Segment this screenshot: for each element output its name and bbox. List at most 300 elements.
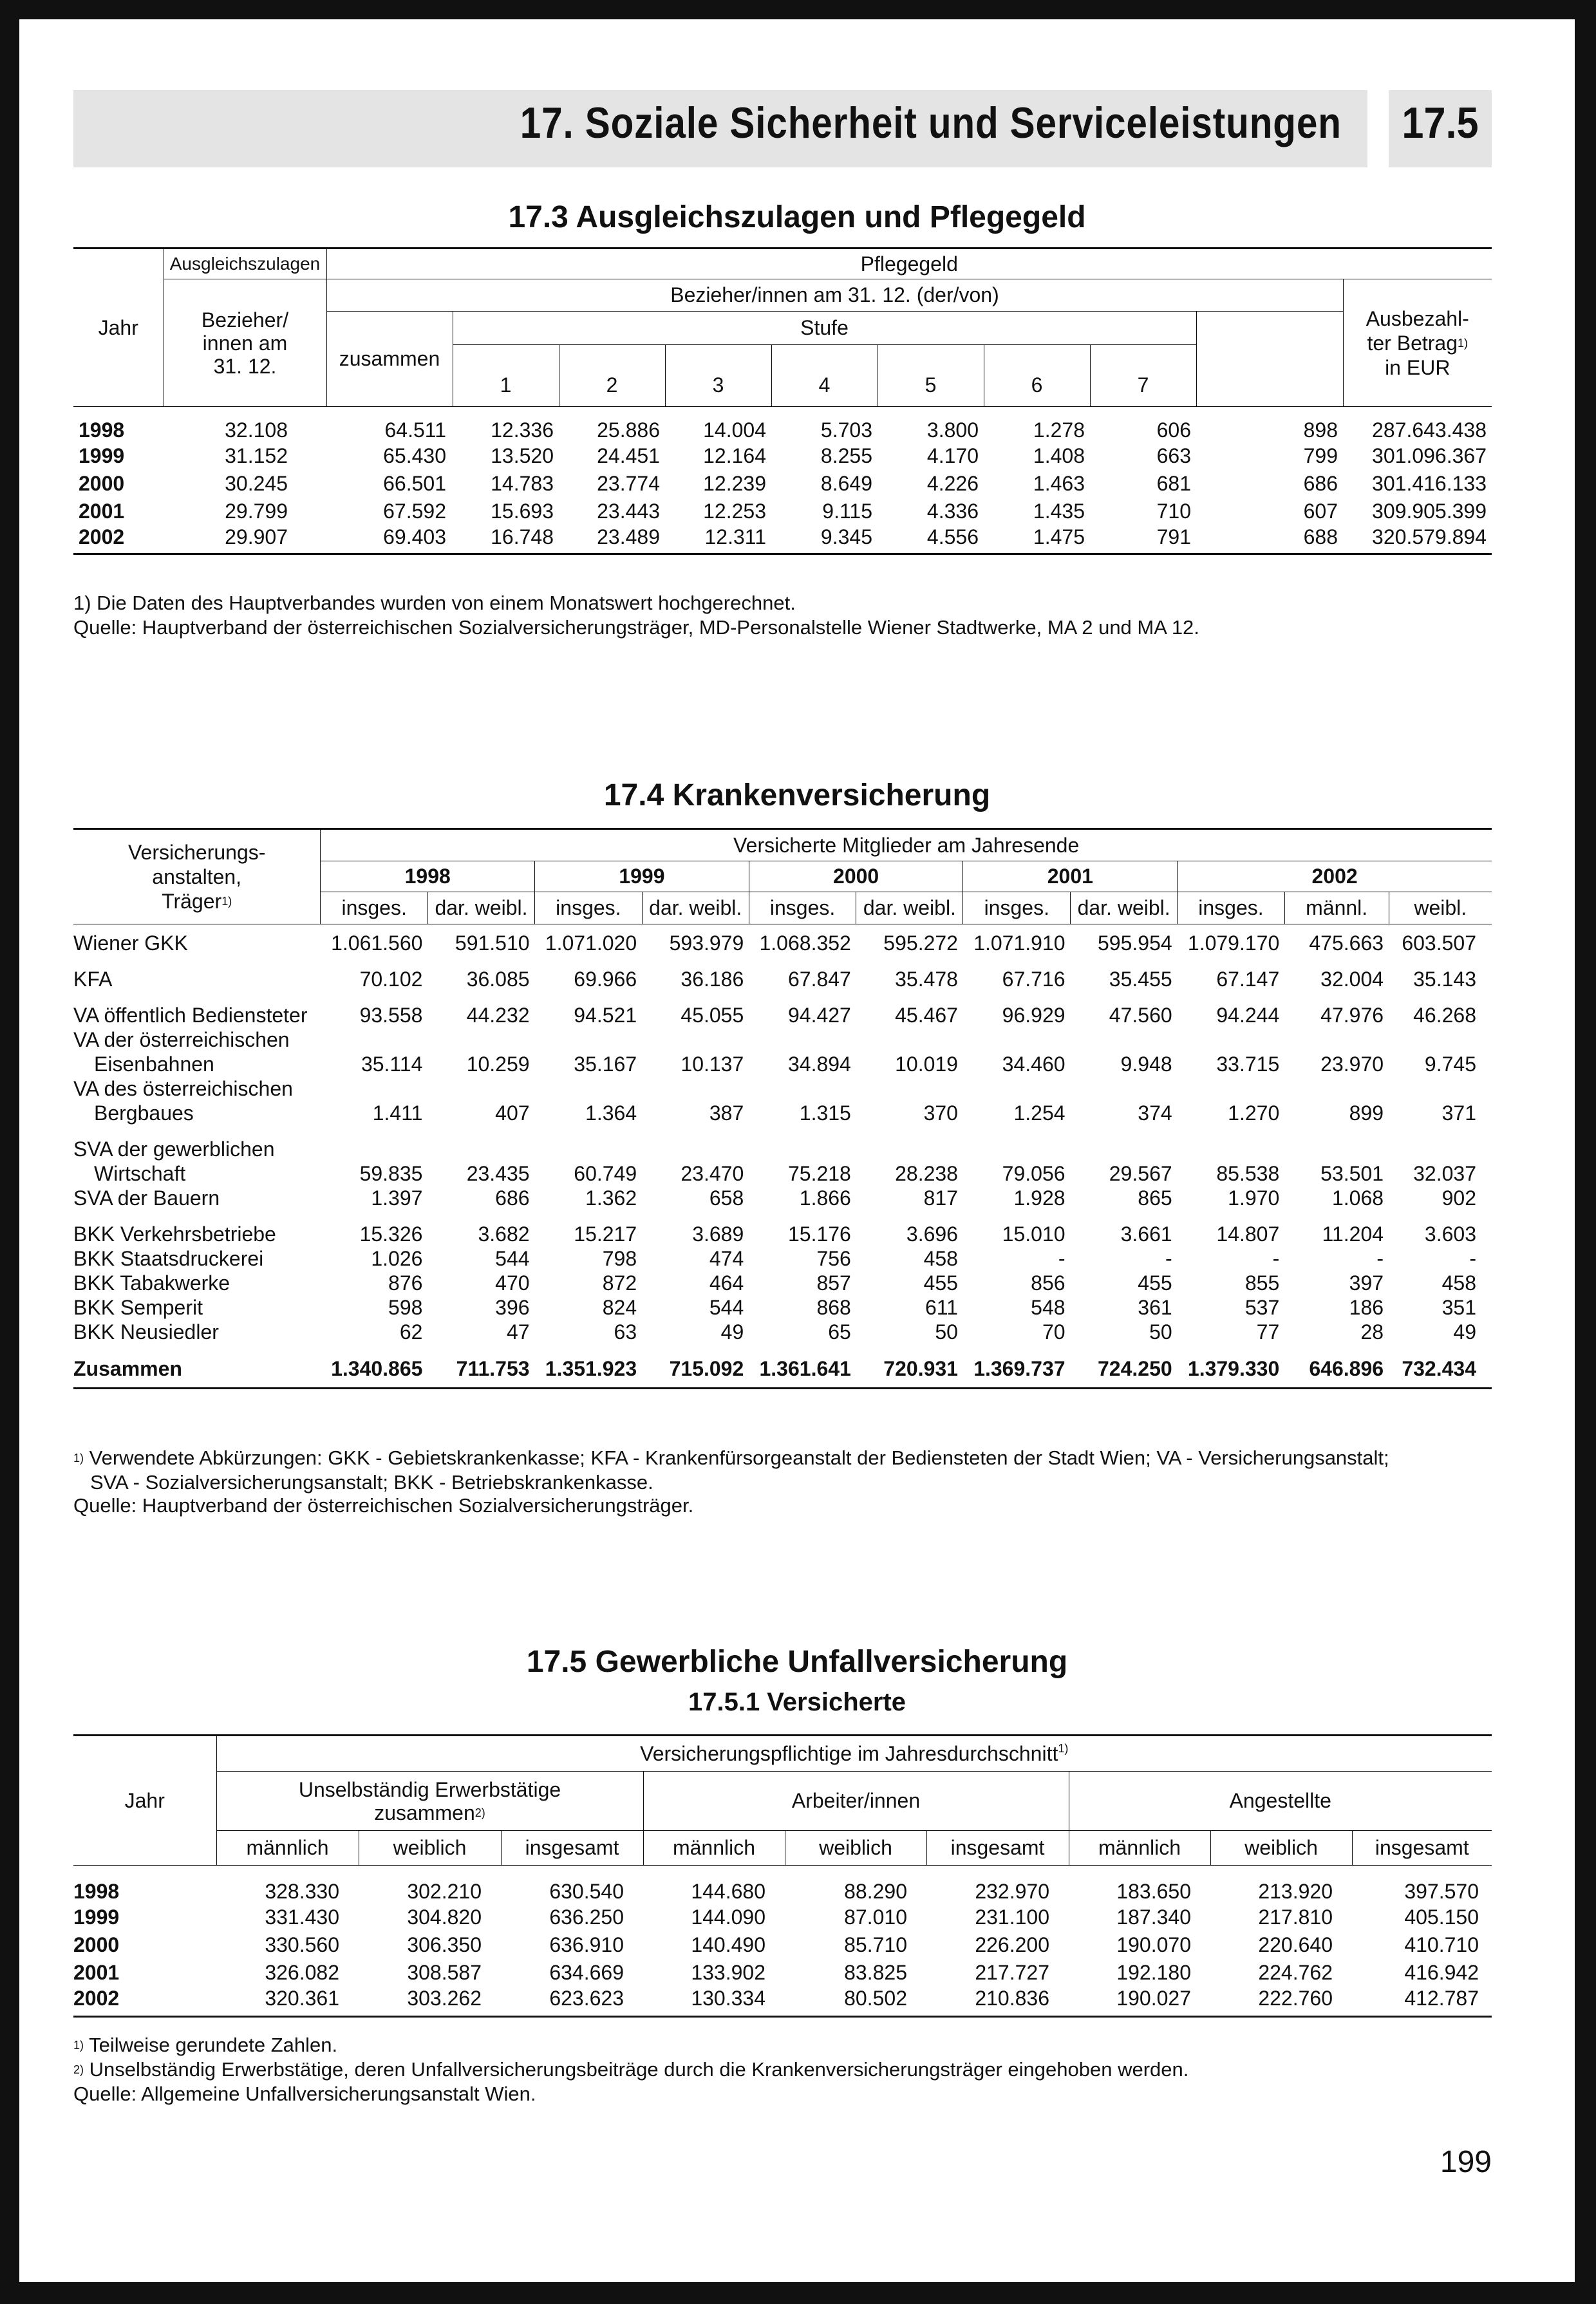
- table-cell: 464: [709, 1271, 744, 1295]
- table-cell: 4.226: [926, 472, 979, 495]
- table-row: [73, 442, 1492, 470]
- table-row: [73, 955, 1492, 991]
- table-17-4-note-line2: SVA - Sozialversicherungsanstalt; BKK - Betriebskrankenkasse.: [90, 1471, 653, 1494]
- header-darweibl: dar. weibl.: [427, 892, 534, 924]
- row-year: 1999: [73, 1906, 120, 1929]
- table-cell: 47: [506, 1320, 530, 1344]
- header-anstalten-line3: Träger: [162, 890, 222, 913]
- header-bezieher-line3: 31. 12.: [213, 354, 277, 378]
- table-cell: 416.942: [1404, 1961, 1479, 1984]
- header-weiblich: weiblich: [1210, 1831, 1352, 1866]
- table-cell: 36.085: [466, 968, 530, 991]
- table-cell: 213.920: [1258, 1880, 1333, 1903]
- table-cell: 32.037: [1413, 1162, 1476, 1185]
- table-cell: 35.143: [1413, 968, 1476, 991]
- table-cell: 374: [1138, 1101, 1172, 1125]
- table-cell: 62: [399, 1320, 423, 1344]
- table-cell: 14.783: [491, 472, 554, 495]
- row-year: 1998: [73, 1880, 120, 1903]
- table-cell: 470: [495, 1271, 530, 1295]
- row-label-line1: VA öffentlich Bediensteter: [73, 1004, 308, 1027]
- table-cell: 96.929: [1002, 1004, 1066, 1027]
- table-cell: 1.928: [1013, 1186, 1066, 1210]
- table-cell: 630.540: [549, 1880, 624, 1903]
- table-cell: 304.820: [407, 1906, 482, 1929]
- table-cell: 606: [1156, 418, 1191, 442]
- header-stufe-3: 3: [665, 345, 771, 407]
- table-cell: 1.397: [371, 1186, 423, 1210]
- table-cell: 686: [1303, 472, 1338, 495]
- table-cell: 817: [923, 1186, 958, 1210]
- table-17-4-note-line1: Verwendete Abkürzungen: GKK - Gebietskrankenkasse; KFA - Krankenfürsorgeanstalt der Bediensteten der Stadt Wien; VA - Versicherungsanstalt;: [89, 1447, 1389, 1469]
- table-cell: 3.661: [1120, 1222, 1172, 1246]
- table-cell: 133.902: [691, 1961, 765, 1984]
- table-cell: 302.210: [407, 1880, 482, 1903]
- header-year-2001: 2001: [963, 861, 1178, 892]
- table-row: [73, 1027, 1492, 1076]
- table-row: [73, 1295, 1492, 1320]
- header-maennlich: männlich: [643, 1831, 785, 1866]
- table-cell: 16.748: [453, 525, 559, 554]
- table-cell: 83.825: [844, 1961, 907, 1984]
- table-cell: 328.330: [265, 1880, 339, 1903]
- footnote-ref: 1): [1058, 1741, 1069, 1755]
- table-cell: 12.164: [703, 444, 766, 467]
- table-cell: 9.745: [1424, 1053, 1476, 1076]
- table-cell: 396: [495, 1296, 530, 1319]
- table-cell: 1.364: [585, 1101, 637, 1125]
- row-label-line2: Bergbaues: [94, 1101, 194, 1125]
- header-unselbstaendig-line1: Unselbständig Erwerbstätige: [298, 1777, 561, 1801]
- table-cell: 50: [935, 1320, 958, 1344]
- table-17-5-1-subtitle: 17.5.1 Versicherte: [688, 1688, 906, 1716]
- header-anstalten-line1: Versicherungs-: [127, 841, 266, 864]
- table-cell: 15.693: [491, 500, 554, 523]
- table-cell: 756: [816, 1247, 851, 1270]
- table-17-5-1: [73, 1734, 1492, 2018]
- row-year: 2002: [73, 1987, 216, 2017]
- table-cell: 67.716: [1002, 968, 1066, 991]
- table-row: [73, 924, 1492, 956]
- table-cell: 857: [816, 1271, 851, 1295]
- table-cell: 64.511: [384, 418, 446, 442]
- header-arbeiter: Arbeiter/innen: [643, 1772, 1069, 1831]
- table-cell: 32.108: [225, 418, 288, 442]
- header-ausbezahlt-line2: ter Betrag: [1367, 331, 1458, 355]
- table-cell: 412.787: [1352, 1987, 1492, 2017]
- table-row: [73, 1076, 1492, 1125]
- table-cell: 1.362: [585, 1186, 637, 1210]
- table-cell: 47.560: [1109, 1004, 1172, 1027]
- table-row: [73, 1866, 1492, 1904]
- table-cell: -: [1272, 1247, 1280, 1270]
- table-cell: 45.055: [681, 1004, 744, 1027]
- table-cell: 35.455: [1109, 968, 1172, 991]
- header-bezieher: [164, 279, 326, 407]
- table-cell: 53.501: [1320, 1162, 1384, 1185]
- table-cell: 70: [1042, 1320, 1066, 1344]
- table-cell: 306.350: [407, 1933, 482, 1956]
- row-label: [73, 1246, 321, 1271]
- total-cell: 711.753: [427, 1344, 534, 1389]
- table-cell: 15.010: [1002, 1222, 1066, 1246]
- table-cell: 12.239: [703, 472, 766, 495]
- footnote-mark: 1): [73, 1452, 84, 1465]
- table-cell: 65.430: [383, 444, 446, 467]
- table-cell: 35.478: [895, 968, 958, 991]
- row-label-line1: SVA der gewerblichen: [73, 1138, 275, 1161]
- header-bezieherinnen: Bezieher/innen am 31. 12. (der/von): [326, 279, 1343, 312]
- table-17-3: [73, 247, 1492, 555]
- table-cell: 320.579.894: [1343, 525, 1492, 554]
- header-jahr: Jahr: [73, 1736, 216, 1866]
- table-cell: 301.416.133: [1372, 472, 1487, 495]
- row-label: [73, 1076, 321, 1125]
- table-cell: 183.650: [1116, 1880, 1191, 1903]
- table-cell: 475.663: [1309, 932, 1384, 955]
- table-cell: 14.807: [1216, 1222, 1280, 1246]
- table-cell: 1.463: [1033, 472, 1085, 495]
- header-stufe-1: 1: [453, 345, 559, 407]
- total-cell: 1.351.923: [535, 1344, 643, 1389]
- table-row: [73, 470, 1492, 498]
- table-cell: 220.640: [1258, 1933, 1333, 1956]
- table-cell: 65: [828, 1320, 851, 1344]
- table-cell: 23.774: [597, 472, 660, 495]
- table-17-5-source: Quelle: Allgemeine Unfallversicherungsanstalt Wien.: [73, 2083, 536, 2105]
- header-weiblich: weiblich: [785, 1831, 926, 1866]
- table-cell: 3.603: [1424, 1222, 1476, 1246]
- table-cell: 24.451: [597, 444, 660, 467]
- table-cell: -: [1165, 1247, 1172, 1270]
- header-anstalten-line2: anstalten,: [152, 865, 242, 888]
- table-cell: 15.176: [787, 1222, 851, 1246]
- table-cell: 12.336: [491, 418, 554, 442]
- footnote-mark: 2): [73, 2063, 84, 2076]
- header-darweibl: dar. weibl.: [642, 892, 749, 924]
- table-cell: 865: [1138, 1186, 1172, 1210]
- table-cell: 636.250: [549, 1906, 624, 1929]
- row-label: [73, 955, 321, 991]
- chapter-banner: [73, 90, 1367, 167]
- header-year-1999: 1999: [535, 861, 749, 892]
- table-cell: 50: [1149, 1320, 1172, 1344]
- table-cell: 29.907: [164, 525, 326, 554]
- table-cell: 1.435: [1033, 500, 1085, 523]
- row-label-line1: KFA: [73, 968, 113, 991]
- table-cell: 88.290: [844, 1880, 907, 1903]
- table-cell: 4.336: [926, 500, 979, 523]
- table-cell: 87.010: [844, 1906, 907, 1929]
- table-cell: 23.435: [466, 1162, 530, 1185]
- header-ausbezahlt-line3: in EUR: [1385, 355, 1450, 379]
- table-cell: 3.689: [692, 1222, 744, 1246]
- table-cell: 3.696: [906, 1222, 958, 1246]
- table-cell: 593.979: [669, 932, 744, 955]
- table-cell: 85.710: [844, 1933, 907, 1956]
- table-cell: 9.948: [1120, 1053, 1172, 1076]
- table-cell: 320.361: [216, 1987, 359, 2017]
- table-cell: 544: [495, 1247, 530, 1270]
- header-unselbstaendig-line2: zusammen: [374, 1801, 475, 1824]
- table-row: [73, 498, 1492, 525]
- table-cell: 15.326: [359, 1222, 423, 1246]
- table-cell: 1.270: [1228, 1101, 1280, 1125]
- table-cell: 32.004: [1320, 968, 1384, 991]
- table-cell: 23.443: [597, 500, 660, 523]
- header-pflegegeld: Pflegegeld: [326, 248, 1492, 279]
- total-label: Zusammen: [73, 1344, 321, 1389]
- row-label-line1: SVA der Bauern: [73, 1186, 220, 1210]
- table-cell: 1.866: [799, 1186, 851, 1210]
- header-darweibl: dar. weibl.: [1071, 892, 1178, 924]
- table-cell: 331.430: [265, 1906, 339, 1929]
- table-cell: 1.068: [1331, 1186, 1384, 1210]
- table-cell: 33.715: [1216, 1053, 1280, 1076]
- table-cell: 60.749: [574, 1162, 637, 1185]
- table-17-5-note2-text: Unselbständig Erwerbstätige, deren Unfallversicherungsbeiträge durch die Krankenversicherungsträger eingehoben werden.: [89, 2058, 1189, 2081]
- total-cell: 1.361.641: [749, 1344, 856, 1389]
- row-year: 1998: [79, 418, 125, 442]
- table-cell: 186: [1349, 1296, 1384, 1319]
- table-cell: 326.082: [265, 1961, 339, 1984]
- table-cell: 898: [1303, 418, 1338, 442]
- header-zusammen: zusammen: [326, 312, 453, 407]
- row-year: 1999: [79, 444, 125, 467]
- table-row: [73, 1271, 1492, 1295]
- table-cell: 595.272: [883, 932, 958, 955]
- table-cell: 36.186: [681, 968, 744, 991]
- table-cell: 226.200: [975, 1933, 1049, 1956]
- header-ausgleichszulagen: Ausgleichszulagen: [164, 248, 326, 279]
- footnote-ref: 1): [1458, 336, 1469, 350]
- table-cell: 824: [602, 1296, 637, 1319]
- table-cell: 11.204: [1322, 1222, 1384, 1246]
- row-label: [73, 1125, 321, 1186]
- table-cell: 12.253: [703, 500, 766, 523]
- table-cell: 67.592: [383, 500, 446, 523]
- table-cell: 681: [1156, 472, 1191, 495]
- table-cell: 29.799: [225, 500, 288, 523]
- total-cell: 720.931: [856, 1344, 963, 1389]
- table-cell: 45.467: [895, 1004, 958, 1027]
- table-cell: 791: [1090, 525, 1196, 554]
- row-year: 2002: [73, 525, 164, 554]
- table-cell: 799: [1303, 444, 1338, 467]
- table-cell: 474: [709, 1247, 744, 1270]
- table-cell: 455: [1138, 1271, 1172, 1295]
- total-cell: 732.434: [1389, 1344, 1492, 1389]
- table-cell: 1.254: [1013, 1101, 1066, 1125]
- row-label-line2: Wirtschaft: [94, 1162, 186, 1185]
- table-cell: 308.587: [407, 1961, 482, 1984]
- table-cell: 217.727: [975, 1961, 1049, 1984]
- header-jahr: Jahr: [73, 248, 164, 407]
- table-cell: 397.570: [1404, 1880, 1479, 1903]
- table-cell: 455: [923, 1271, 958, 1295]
- header-pflichtig: [216, 1736, 1492, 1772]
- total-cell: 1.379.330: [1178, 1344, 1285, 1389]
- table-cell: 28: [1360, 1320, 1384, 1344]
- table-17-5-note1-text: Teilweise gerundete Zahlen.: [89, 2034, 338, 2056]
- table-cell: 67.147: [1216, 968, 1280, 991]
- row-label-line1: VA des österreichischen: [73, 1077, 293, 1100]
- table-row: [73, 1904, 1492, 1931]
- row-label: [73, 924, 321, 956]
- row-label: [73, 1295, 321, 1320]
- table-cell: 47.976: [1320, 1004, 1384, 1027]
- chapter-number-box: [1389, 90, 1492, 167]
- header-insgesamt: insgesamt: [501, 1831, 643, 1866]
- table-cell: 387: [709, 1101, 744, 1125]
- table-cell: 899: [1349, 1101, 1384, 1125]
- table-17-4-source: Quelle: Hauptverband der österreichischen Sozialversicherungsträger.: [73, 1494, 694, 1517]
- header-stufe-4: 4: [771, 345, 878, 407]
- page-number: 199: [1440, 2145, 1492, 2179]
- table-cell: 1.278: [1033, 418, 1085, 442]
- table-row: [73, 1246, 1492, 1271]
- table-cell: 544: [709, 1296, 744, 1319]
- table-cell: 75.218: [787, 1162, 851, 1185]
- table-cell: 8.649: [820, 472, 872, 495]
- row-label: [73, 991, 321, 1027]
- header-weibl: weibl.: [1389, 892, 1492, 924]
- row-year: 2000: [79, 472, 125, 495]
- header-year-1998: 1998: [321, 861, 535, 892]
- table-row: [73, 1125, 1492, 1186]
- header-weiblich: weiblich: [359, 1831, 501, 1866]
- table-cell: 872: [602, 1271, 637, 1295]
- table-cell: 855: [1244, 1271, 1280, 1295]
- table-cell: 902: [1441, 1186, 1476, 1210]
- header-ausbezahlt: [1343, 279, 1492, 407]
- table-cell: 1.068.352: [759, 932, 851, 955]
- table-cell: 856: [1031, 1271, 1066, 1295]
- table-cell: 8.255: [820, 444, 872, 467]
- table-cell: 10.019: [895, 1053, 958, 1076]
- table-cell: 14.004: [703, 418, 766, 442]
- table-cell: 1.071.020: [545, 932, 637, 955]
- table-cell: 224.762: [1258, 1961, 1333, 1984]
- table-cell: 397: [1349, 1271, 1384, 1295]
- table-cell: 34.894: [787, 1053, 851, 1076]
- table-cell: 798: [602, 1247, 637, 1270]
- table-cell: 607: [1303, 500, 1338, 523]
- row-label: [73, 1210, 321, 1246]
- table-cell: 190.070: [1116, 1933, 1191, 1956]
- table-cell: 59.835: [359, 1162, 423, 1185]
- row-label: [73, 1186, 321, 1210]
- table-17-4-title: 17.4 Krankenversicherung: [603, 778, 991, 812]
- table-cell: 371: [1441, 1101, 1476, 1125]
- table-cell: 537: [1244, 1296, 1280, 1319]
- table-cell: 410.710: [1404, 1933, 1479, 1956]
- table-cell: 67.847: [787, 968, 851, 991]
- table-cell: 361: [1138, 1296, 1172, 1319]
- table-cell: 1.026: [371, 1247, 423, 1270]
- header-stufe: Stufe: [453, 312, 1196, 345]
- table-17-5-note2: [73, 2057, 1188, 2082]
- table-row: [73, 525, 1492, 554]
- row-label-line1: BKK Semperit: [73, 1296, 203, 1319]
- header-pflichtig-text: Versicherungspflichtige im Jahresdurchschnitt: [640, 1741, 1058, 1765]
- table-cell: 407: [495, 1101, 530, 1125]
- header-stufe-2: 2: [559, 345, 665, 407]
- table-cell: 49: [1453, 1320, 1476, 1344]
- table-cell: 190.027: [1069, 1987, 1210, 2017]
- table-cell: 46.268: [1413, 1004, 1476, 1027]
- table-cell: 1.970: [1228, 1186, 1280, 1210]
- table-cell: -: [1469, 1247, 1476, 1270]
- table-cell: 4.170: [926, 444, 979, 467]
- table-cell: 77: [1256, 1320, 1280, 1344]
- table-cell: 1.315: [799, 1101, 851, 1125]
- header-stufe-5: 5: [878, 345, 984, 407]
- table-cell: 140.490: [691, 1933, 765, 1956]
- table-cell: 23.489: [559, 525, 665, 554]
- table-cell: 876: [388, 1271, 423, 1295]
- row-year: 2001: [73, 1961, 120, 1984]
- table-cell: 598: [388, 1296, 423, 1319]
- table-cell: 231.100: [975, 1906, 1049, 1929]
- table-cell: 9.115: [822, 500, 872, 523]
- table-cell: 35.114: [361, 1053, 423, 1076]
- table-cell: 130.334: [643, 1987, 785, 2017]
- footnote-ref: 2): [474, 1806, 485, 1819]
- header-maennlich: männlich: [216, 1831, 359, 1866]
- table-cell: 591.510: [455, 932, 530, 955]
- header-insges: insges.: [749, 892, 856, 924]
- table-cell: 3.682: [478, 1222, 530, 1246]
- table-cell: 94.244: [1216, 1004, 1280, 1027]
- table-cell: 5.703: [820, 418, 872, 442]
- table-17-4-note: [73, 1446, 1389, 1470]
- table-row: [73, 1210, 1492, 1246]
- total-cell: 646.896: [1284, 1344, 1389, 1389]
- table-cell: 34.460: [1002, 1053, 1066, 1076]
- table-cell: 603.507: [1402, 932, 1476, 955]
- table-cell: -: [1058, 1247, 1066, 1270]
- table-row: [73, 991, 1492, 1027]
- table-cell: 1.071.910: [973, 932, 1066, 955]
- header-stufe-6: 6: [984, 345, 1090, 407]
- header-ausgleichs-spacer: [1196, 312, 1343, 407]
- table-cell: 458: [923, 1247, 958, 1270]
- table-cell: 1.079.170: [1187, 932, 1280, 955]
- header-maennlich: männlich: [1069, 1831, 1210, 1866]
- table-row: [73, 1931, 1492, 1959]
- row-year: 2001: [79, 500, 125, 523]
- footnote-mark: 1): [73, 2039, 84, 2052]
- table-row: [73, 1186, 1492, 1210]
- table-cell: 15.217: [574, 1222, 637, 1246]
- header-anstalten: [73, 829, 321, 924]
- total-cell: 724.250: [1071, 1344, 1178, 1389]
- table-cell: 85.538: [1216, 1162, 1280, 1185]
- table-cell: 144.090: [691, 1906, 765, 1929]
- table-17-3-note: 1) Die Daten des Hauptverbandes wurden von einem Monatswert hochgerechnet.: [73, 592, 796, 614]
- total-cell: 1.340.865: [321, 1344, 428, 1389]
- table-cell: 13.520: [491, 444, 554, 467]
- header-unselbstaendig: [216, 1772, 643, 1831]
- table-cell: 10.137: [681, 1053, 744, 1076]
- total-cell: 715.092: [642, 1344, 749, 1389]
- total-row: [73, 1344, 1492, 1389]
- header-year-2002: 2002: [1178, 861, 1492, 892]
- page: [19, 19, 1575, 2282]
- total-cell: 1.369.737: [963, 1344, 1071, 1389]
- row-label: [73, 1027, 321, 1076]
